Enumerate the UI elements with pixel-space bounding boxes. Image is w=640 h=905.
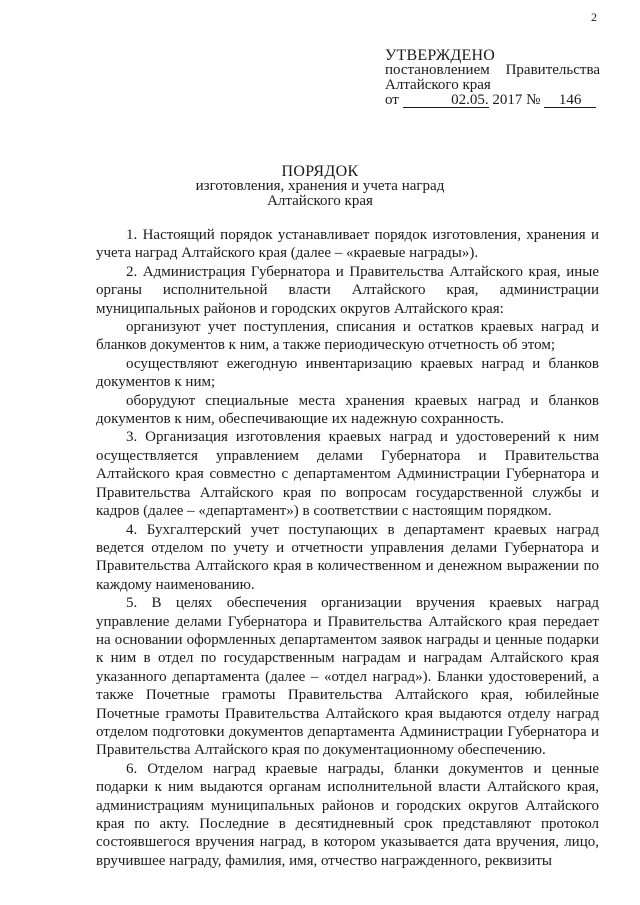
paragraph: 1. Настоящий порядок устанавливает порядок изготовления, хранения и учета наград Алтайского края (далее – «краевые награды»).	[96, 227, 599, 262]
approval-date: 02.05.	[403, 94, 489, 108]
paragraph: осуществляют ежегодную инвентаризацию краевых наград и бланков документов к ним;	[96, 355, 599, 391]
approval-number: 146	[544, 94, 596, 108]
approval-region: Алтайского края	[385, 77, 491, 93]
approval-line-1	[385, 63, 600, 78]
document-body	[96, 226, 599, 870]
document-title	[0, 164, 640, 209]
title-line-1: изготовления, хранения и учета наград	[195, 178, 445, 194]
paragraph: 6. Отделом наград краевые награды, бланки документов и ценные подарки к ним выдаются органам исполнительной власти Алтайского края, администрациям муниципальных районов и городских округов Алтайского края по акту. Последние в десятидневный срок представляют протокол состоявшегося вручения наград, в котором указывается дата вручения, лицо, вручившее награду, фамилия, имя, отчество награжденного, реквизиты	[96, 760, 599, 869]
paragraph: 5. В целях обеспечения организации вручения краевых наград управление делами Губернатора и Правительства Алтайского края передает на основании оформленных департаментом заявок награды и ценные подарки к ним в отдел по государственным наградам и наградам Алтайского края указанного департамента (далее – «отдел наград»). Бланки удостоверений, а также Почетные грамоты Правительства Алтайского края, юбилейные Почетные грамоты Правительства Алтайского края выдаются отделу наград отделом подготовки документов департамента Администрации Губернатора и Правительства Алтайского края по документационному обеспечению.	[96, 595, 599, 759]
paragraph: 2. Администрация Губернатора и Правительства Алтайского края, иные органы исполнительной власти Алтайского края, администрации муниципальных районов и городских округов Алтайского края:	[96, 263, 599, 317]
title-main: ПОРЯДОК	[281, 163, 359, 180]
approval-block	[385, 48, 600, 108]
approval-government-word: Правительства	[505, 62, 600, 78]
approval-year-number: 2017 №	[492, 92, 541, 108]
approval-date-row	[385, 93, 600, 108]
approval-date-prefix: от	[385, 92, 399, 108]
title-line-2: Алтайского края	[267, 193, 373, 209]
paragraph: организуют учет поступления, списания и остатков краевых наград и бланков документов к ним, а также периодическую отчетность об этом;	[96, 319, 599, 354]
approval-decree-word: постановлением	[385, 62, 490, 78]
paragraph: 4. Бухгалтерский учет поступающих в департамент краевых наград ведется отделом по учету и отчетности управления делами Губернатора и Правительства Алтайского края в количественном и денежном выражении по каждому наименованию.	[96, 521, 599, 593]
page-number: 2	[591, 10, 597, 24]
paragraph: 3. Организация изготовления краевых наград и удостоверений к ним осуществляется управлением делами Губернатора и Правительства Алтайского края совместно с департаментом Администрации Губернатора и Правительства Алтайского края по вопросам государственной службы и кадров (далее – «департамент») в соответствии с настоящим порядком.	[96, 429, 599, 520]
paragraph: оборудуют специальные места хранения краевых наград и бланков документов к ним, обеспечивающие их надежную сохранность.	[96, 392, 599, 428]
approval-heading: УТВЕРЖДЕНО	[385, 47, 496, 64]
